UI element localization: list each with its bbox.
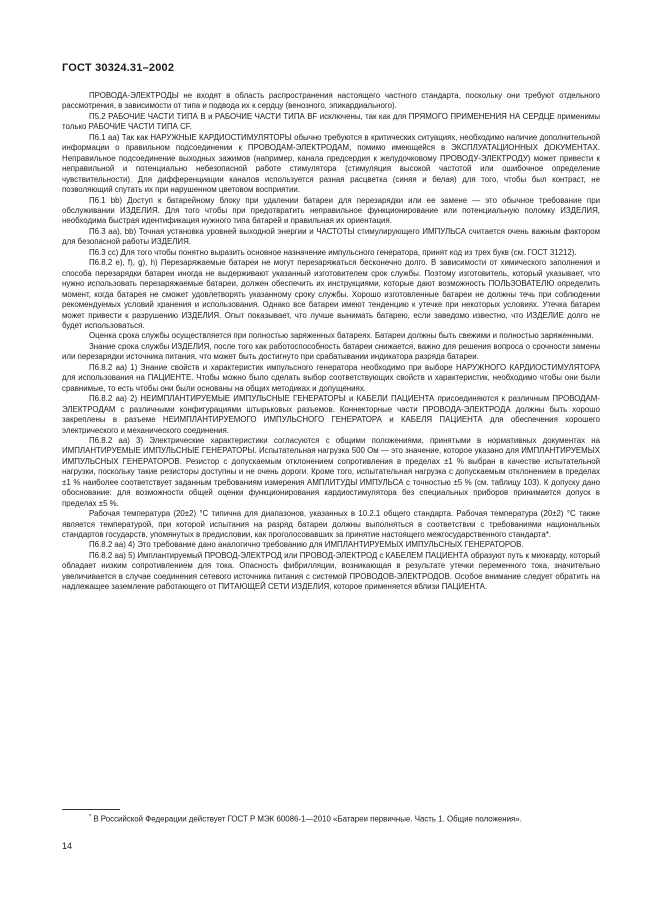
body-paragraph: П6.8.2 аа) 2) НЕИМПЛАНТИРУЕМЫЕ ИМПУЛЬСНЫЕ ГЕНЕРАТОРЫ и КАБЕЛИ ПАЦИЕНТА присоединяются к различным ПРОВОДАМ-ЭЛЕКТРОДАМ с различными конфигурациями штырьковых разъемов. Коннекторные части ПРОВОДА-ЭЛЕКТРОДА должны быть хорошо закреплены в разъеме НЕИМПЛАНТИРУЕМОГО ИМПУЛЬСНОГО ГЕНЕРАТОРА и КАБЕЛЯ ПАЦИЕНТА для обеспечения хорошего электрического и механического соединения. (62, 394, 600, 435)
body-paragraph: П6.3 сс) Для того чтобы понятно выразить основное назначение импульсного генератора, принят код из трех букв (см. ГОСТ 31212). (89, 247, 577, 257)
body-paragraph: Знание срока службы ИЗДЕЛИЯ, после того как работоспособность батареи снижается, важно для решения вопроса о срочности замены или перезарядки источника питания, что может быть достигнуто при срабатывании индикатора разряда батареи. (62, 341, 600, 362)
body-paragraph: П6.8.2 аа) 3) Электрические характеристики согласуются с общими положениями, принятыми в нормативных документах на ИМПЛАНТИРУЕМЫЕ ИМПУЛЬСНЫЕ ГЕНЕРАТОРЫ. Испытательная нагрузка 500 Ом — это значение, которое указано для ИМПЛАНТИРУЕМЫХ ИМПУЛЬСНЫХ ГЕНЕРАТОРОВ. Резистор с допускаемым отклонением сопротивления в пределах ±1 % выбран в качестве испытательной нагрузки, поскольку такие резисторы доступны и не очень дороги. Кроме того, испытательная нагрузка с допускаемым отклонением в пределах ±1 % наиболее соответствует заданным требованиям измерения АМПЛИТУДЫ ИМПУЛЬСА с точностью ±5 % (см. таблицу 103). К допуску дано обоснование: для возможности общей оценки функционирования кардиостимулятора без специальных приборов принимается допуск в пределах ±5 %. (62, 435, 600, 508)
body-paragraph: П6.8.2 аа) 4) Это требование дано аналогично требованию для ИМПЛАНТИРУЕМЫХ ИМПУЛЬСНЫХ ГЕНЕРАТОРОВ. (89, 540, 524, 550)
footnote-mark: * (89, 814, 92, 820)
body-paragraph: Оценка срока службы осуществляется при полностью заряженных батареях. Батареи должны быть свежими и полностью заряженными. (89, 331, 594, 341)
body-paragraph: П6.8.2 е), f), g), h) Перезаряжаемые батареи не могут перезаряжаться бесконечно долго. В зависимости от химического заполнения и способа перезарядки батареи иногда не выдерживают указанный изготовителем срок службы. Поэтому изготовитель, который указывает, что нужно использовать перезаряжаемые батареи, должен обеспечить их инструкциями, которые дают возможность ПОЛЬЗОВАТЕЛЮ определить момент, когда батарея не сможет удовлетворять указанному сроку службы. Хорошо изготовленные батареи не должны течь при соблюдении рекомендуемых условий хранения и использования. Однако все батареи имеют тенденцию к утечке при некоторых условиях. Утечка батареи может привести к разрушению ИЗДЕЛИЯ. Опыт показывает, что лучше вынимать батарею, если заведомо известно, что ИЗДЕЛИЕ долго не будет использоваться. (62, 258, 600, 330)
body-text (62, 91, 600, 593)
body-paragraph: П6.8.2 аа) 1) Знание свойств и характеристик импульсного генератора необходимо при выборе НАРУЖНОГО КАРДИОСТИМУЛЯТОРА для использования на ПАЦИЕНТЕ. Чтобы можно было сделать выбор соответствующих свойств и характеристик, необходимо чтобы они были сравнимые, то есть чтобы они были основаны на общих методиках и допущениях. (62, 362, 600, 393)
body-paragraph: П6.1 аа) Так как НАРУЖНЫЕ КАРДИОСТИМУЛЯТОРЫ обычно требуются в критических ситуациях, необходимо наличие дополнительной информации о правильном подсоединении к ПРОВОДАМ-ЭЛЕКТРОДАМ, помимо имеющейся в ЭКСПЛУАТАЦИОННЫХ ДОКУМЕНТАХ. Неправильное подсоединение выходных зажимов (например, канала предсердия к желудочковому ПРОВОДУ-ЭЛЕКТРОДУ) может привести к неправильной и потенциально небезопасной работе стимулятора (стимуляция высокой частотой или ошибочное определение чувствительности). Для дифференциации каналов используется разная расцветка (синяя и белая) для того, чтобы был контраст, не позволяющий спутать их при нарушенном цветовом восприятии. (62, 132, 600, 195)
page-number: 14 (62, 841, 73, 851)
body-paragraph: П6.3 аа), bb) Точная установка уровней выходной энергии и ЧАСТОТЫ стимулирующего ИМПУЛЬСА считается очень важным фактором для безопасной работы ИЗДЕЛИЯ. (62, 226, 600, 247)
body-paragraph: П6.1 bb) Доступ к батарейному блоку при удалении батареи для перезарядки или ее замене — это обычное требование при обслуживании ИЗДЕЛИЯ. Для того чтобы при предотвратить неправильное функционирование или потенциальную поломку ИЗДЕЛИЯ, необходима быстрая идентификация нужного типа батарей и правильная их ориентация. (62, 195, 600, 226)
body-paragraph: П6.8.2 аа) 5) Имплантируемый ПРОВОД-ЭЛЕКТРОД или ПРОВОД-ЭЛЕКТРОД с КАБЕЛЕМ ПАЦИЕНТА образуют путь к миокарду, который обладает низким сопротивлением для тока. Опасность фибрилляции, возникающая в результате утечки переменного тока, значительно увеличивается в случае соединения сетевого источника питания с системой ПРОВОДОВ-ЭЛЕКТРОДОВ. Особое внимание следует обратить на надлежащее заземление работающего от ПИТАЮЩЕЙ СЕТИ ИЗДЕЛИЯ, которое применяется вблизи ПАЦИЕНТА. (62, 550, 600, 592)
body-paragraph: Рабочая температура (20±2) °С типична для диапазонов, указанных в 10.2.1 общего стандарта. Рабочая температура (20±2) °С также является температурой, при которой испытания на разряд батареи должны выполняться в соответствии с требованиями национальных стандартов государств, упомянутых в предисловии, как проголосовавших за принятие настоящего межгосударственного стандарта*. (62, 509, 600, 540)
body-paragraph: ПРОВОДА-ЭЛЕКТРОДЫ не входят в область распространения настоящего частного стандарта, поскольку они требуют отдельного рассмотрения, в зависимости от типа и подвода их к сердцу (венозного, эпикардиального). (62, 91, 600, 111)
document-header: ГОСТ 30324.31–2002 (62, 62, 175, 74)
footnote-divider (62, 809, 120, 810)
footnote-text: В Российской Федерации действует ГОСТ Р МЭК 60086-1—2010 «Батареи первичные. Часть 1. Общие положения». (93, 814, 522, 824)
body-paragraph: П5.2 РАБОЧИЕ ЧАСТИ ТИПА В и РАБОЧИЕ ЧАСТИ ТИПА BF исключены, так как для ПРЯМОГО ПРИМЕНЕНИЯ НА СЕРДЦЕ применимы только РАБОЧИЕ ЧАСТИ ТИПА CF. (62, 111, 600, 132)
footnote (62, 812, 600, 825)
